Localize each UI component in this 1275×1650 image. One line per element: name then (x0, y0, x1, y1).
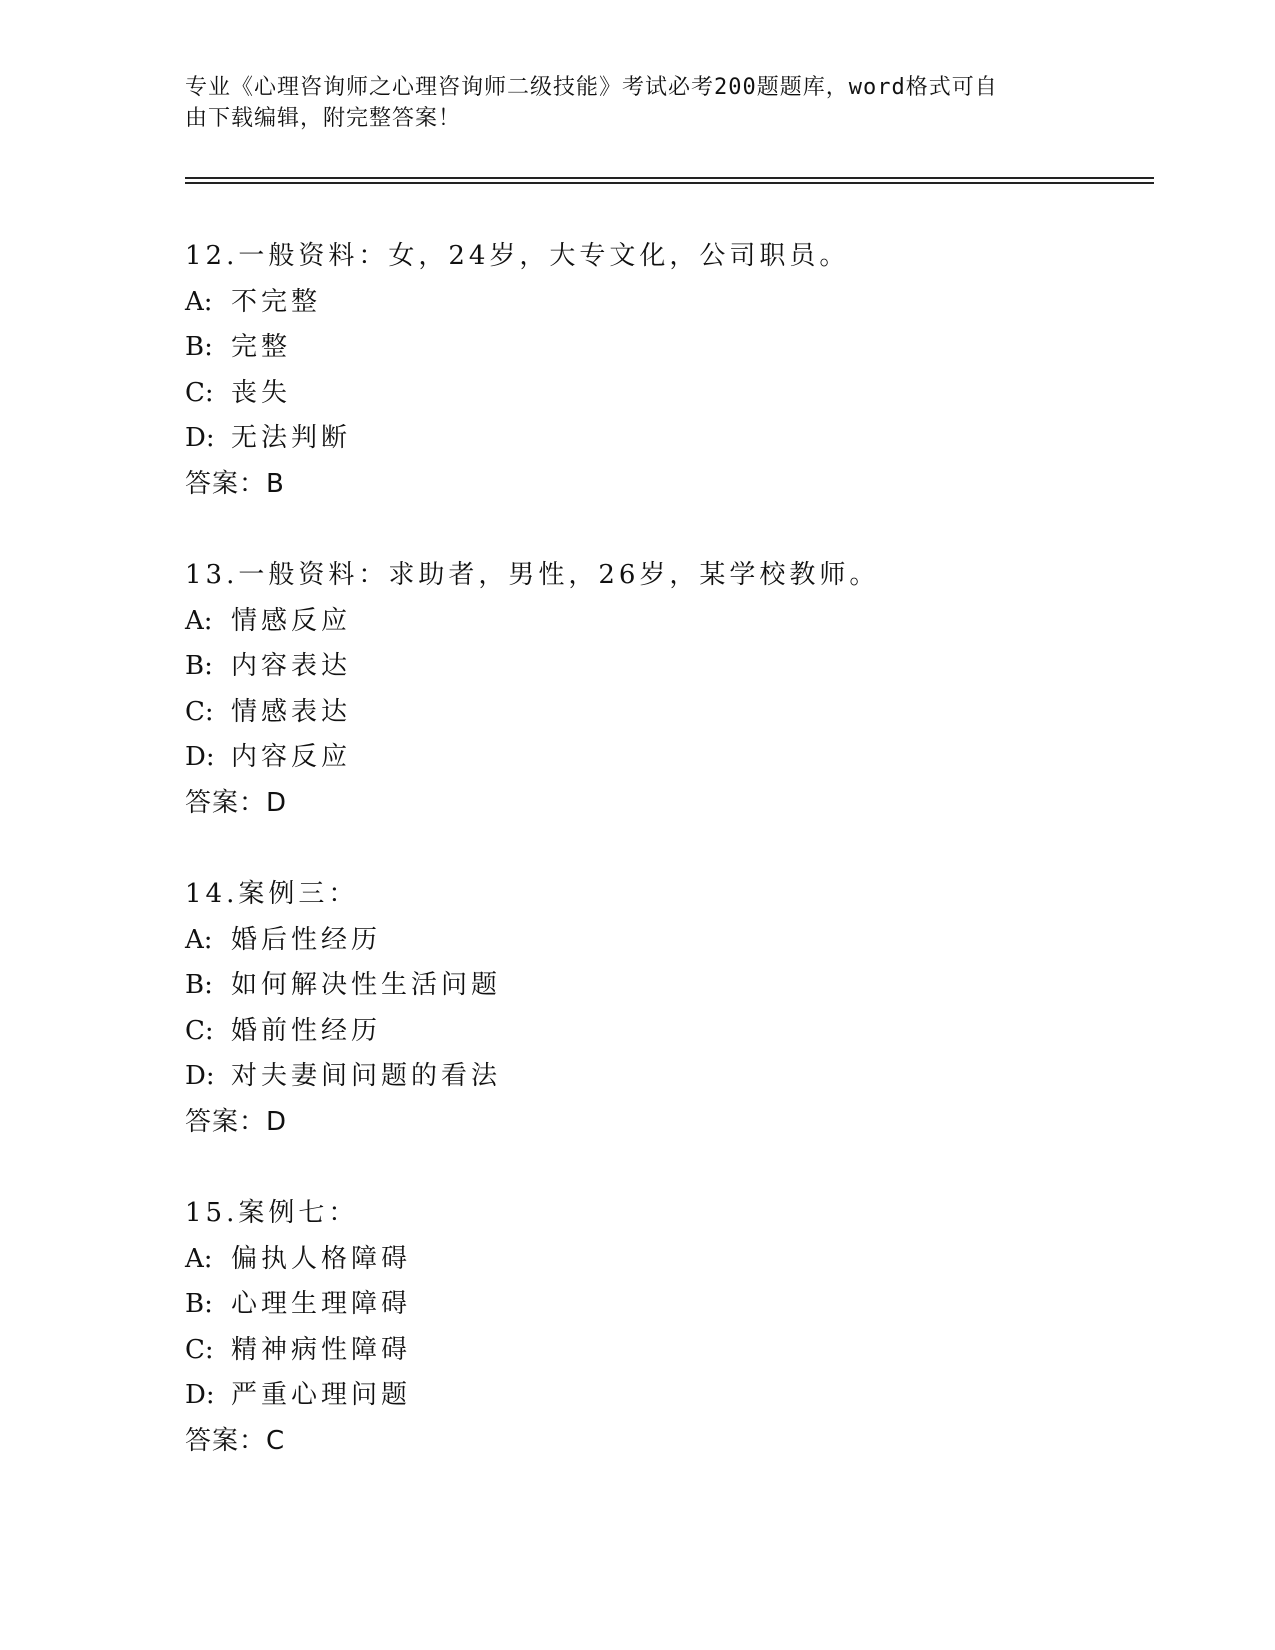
option-d (185, 735, 1145, 781)
option-letter: D: (185, 1061, 215, 1092)
option-text: 对夫妻间问题的看法 (231, 1061, 502, 1092)
option-letter: D: (185, 742, 215, 773)
option-letter: B: (185, 651, 213, 682)
option-letter: A: (185, 1243, 213, 1274)
option-letter: A: (185, 286, 213, 317)
option-letter: D: (185, 423, 215, 454)
option-text: 婚后性经历 (231, 924, 382, 955)
option-text: 心理生理障碍 (231, 1289, 412, 1320)
option-letter: C: (185, 696, 214, 727)
option-text: 不完整 (231, 286, 322, 317)
document-header (185, 72, 1065, 134)
option-text: 内容表达 (231, 651, 352, 682)
option-letter: C: (185, 377, 214, 408)
option-letter: A: (185, 605, 213, 636)
option-letter: C: (185, 1015, 214, 1046)
option-a (185, 1237, 1145, 1283)
option-c (185, 1009, 1145, 1055)
option-letter: A: (185, 924, 213, 955)
option-text: 完整 (231, 332, 292, 363)
option-text: 精神病性障碍 (231, 1334, 412, 1365)
option-text: 偏执人格障碍 (231, 1243, 412, 1274)
option-text: 内容反应 (231, 742, 352, 773)
option-text: 婚前性经历 (231, 1015, 382, 1046)
option-text: 丧失 (231, 377, 292, 408)
option-b (185, 963, 1145, 1009)
option-text: 如何解决性生活问题 (231, 970, 502, 1001)
header-rule-bottom (185, 182, 1154, 184)
option-a (185, 599, 1145, 645)
option-a (185, 918, 1145, 964)
question-stem: 14.案例三： (185, 879, 359, 909)
question-stem: 13.一般资料：求助者，男性，26岁，某学校教师。 (185, 560, 880, 590)
option-c (185, 1328, 1145, 1374)
option-c (185, 690, 1145, 736)
answer-line: 答案：D (185, 787, 288, 818)
option-d (185, 1373, 1145, 1419)
option-d (185, 416, 1145, 462)
header-line-2: 由下载编辑，附完整答案！ (185, 106, 462, 131)
question-stem: 12.一般资料：女，24岁，大专文化，公司职员。 (185, 241, 850, 271)
option-letter: C: (185, 1334, 214, 1365)
option-text: 情感反应 (231, 605, 352, 636)
answer-line: 答案：B (185, 468, 285, 499)
option-text: 情感表达 (231, 696, 352, 727)
option-letter: D: (185, 1380, 215, 1411)
option-d (185, 1054, 1145, 1100)
header-line-1: 专业《心理咨询师之心理咨询师二级技能》考试必考200题题库，word格式可自 (185, 75, 998, 100)
option-letter: B: (185, 970, 213, 1001)
option-c (185, 371, 1145, 417)
question-stem: 15.案例七： (185, 1198, 359, 1228)
header-rule-top (185, 177, 1154, 179)
option-b (185, 325, 1145, 371)
option-letter: B: (185, 1289, 213, 1320)
option-text: 无法判断 (231, 423, 352, 454)
question-block-12 (185, 234, 1145, 508)
question-block-13 (185, 553, 1145, 827)
option-b (185, 1282, 1145, 1328)
question-block-14 (185, 872, 1145, 1146)
question-block-15 (185, 1191, 1145, 1465)
option-text: 严重心理问题 (231, 1380, 412, 1411)
option-letter: B: (185, 332, 213, 363)
option-a (185, 280, 1145, 326)
answer-line: 答案：D (185, 1106, 288, 1137)
answer-line: 答案：C (185, 1425, 286, 1456)
option-b (185, 644, 1145, 690)
